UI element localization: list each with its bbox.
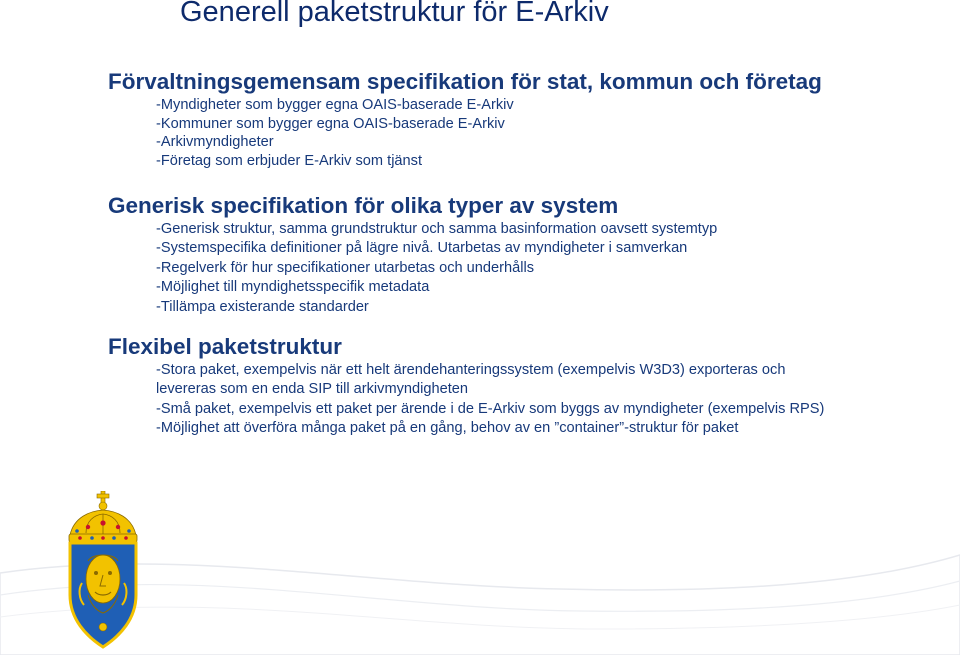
bullet-item: -Möjlighet att överföra många paket på en gång, behov av en ”container”-struktur för paket [156,420,739,437]
crown-cross [97,491,109,510]
bullet-list [108,220,948,317]
section-generisk [108,192,948,317]
bullet-list [108,96,948,170]
shield [70,543,136,647]
slide-title: Generell paketstruktur för E-Arkiv [180,0,609,28]
decorative-wave [0,525,960,655]
bullet-item: -Stora paket, exempelvis när ett helt ärendehanteringssystem (exempelvis W3D3) exporteras och [156,362,786,378]
section-heading: Flexibel paketstruktur [108,334,342,359]
bullet-item: -Myndigheter som bygger egna OAIS-baserade E-Arkiv [156,97,514,113]
bullet-item: -Kommuner som bygger egna OAIS-baserade E-Arkiv [156,115,505,132]
bullet-item: levereras som en enda SIP till arkivmyndigheten [156,381,469,398]
bullet-item: -Företag som erbjuder E-Arkiv som tjänst [156,152,423,169]
bullet-list [108,361,948,439]
bullet-item: -Möjlighet till myndighetsspecifik metadata [156,279,430,296]
coat-of-arms-icon [64,491,142,651]
bullet-item: -Generisk struktur, samma grundstruktur och samma basinformation oavsett systemtyp [156,221,718,237]
bullet-item: -Arkivmyndigheter [156,134,274,151]
section-heading: Förvaltningsgemensam specifikation för stat, kommun och företag [108,69,822,94]
bullet-item: -Systemspecifika definitioner på lägre nivå. Utarbetas av myndigheter i samverkan [156,240,688,257]
section-heading: Generisk specifikation för olika typer av system [108,193,619,218]
crown [69,510,137,542]
bullet-item: -Små paket, exempelvis ett paket per ärende i de E-Arkiv som byggs av myndigheter (exempelvis RPS) [156,400,825,417]
bullet-item: -Regelverk för hur specifikationer utarbetas och underhålls [156,259,535,276]
section-flexibel [108,333,948,439]
section-forvaltningsgemensam [108,68,948,170]
bullet-item: -Tillämpa existerande standarder [156,298,369,315]
